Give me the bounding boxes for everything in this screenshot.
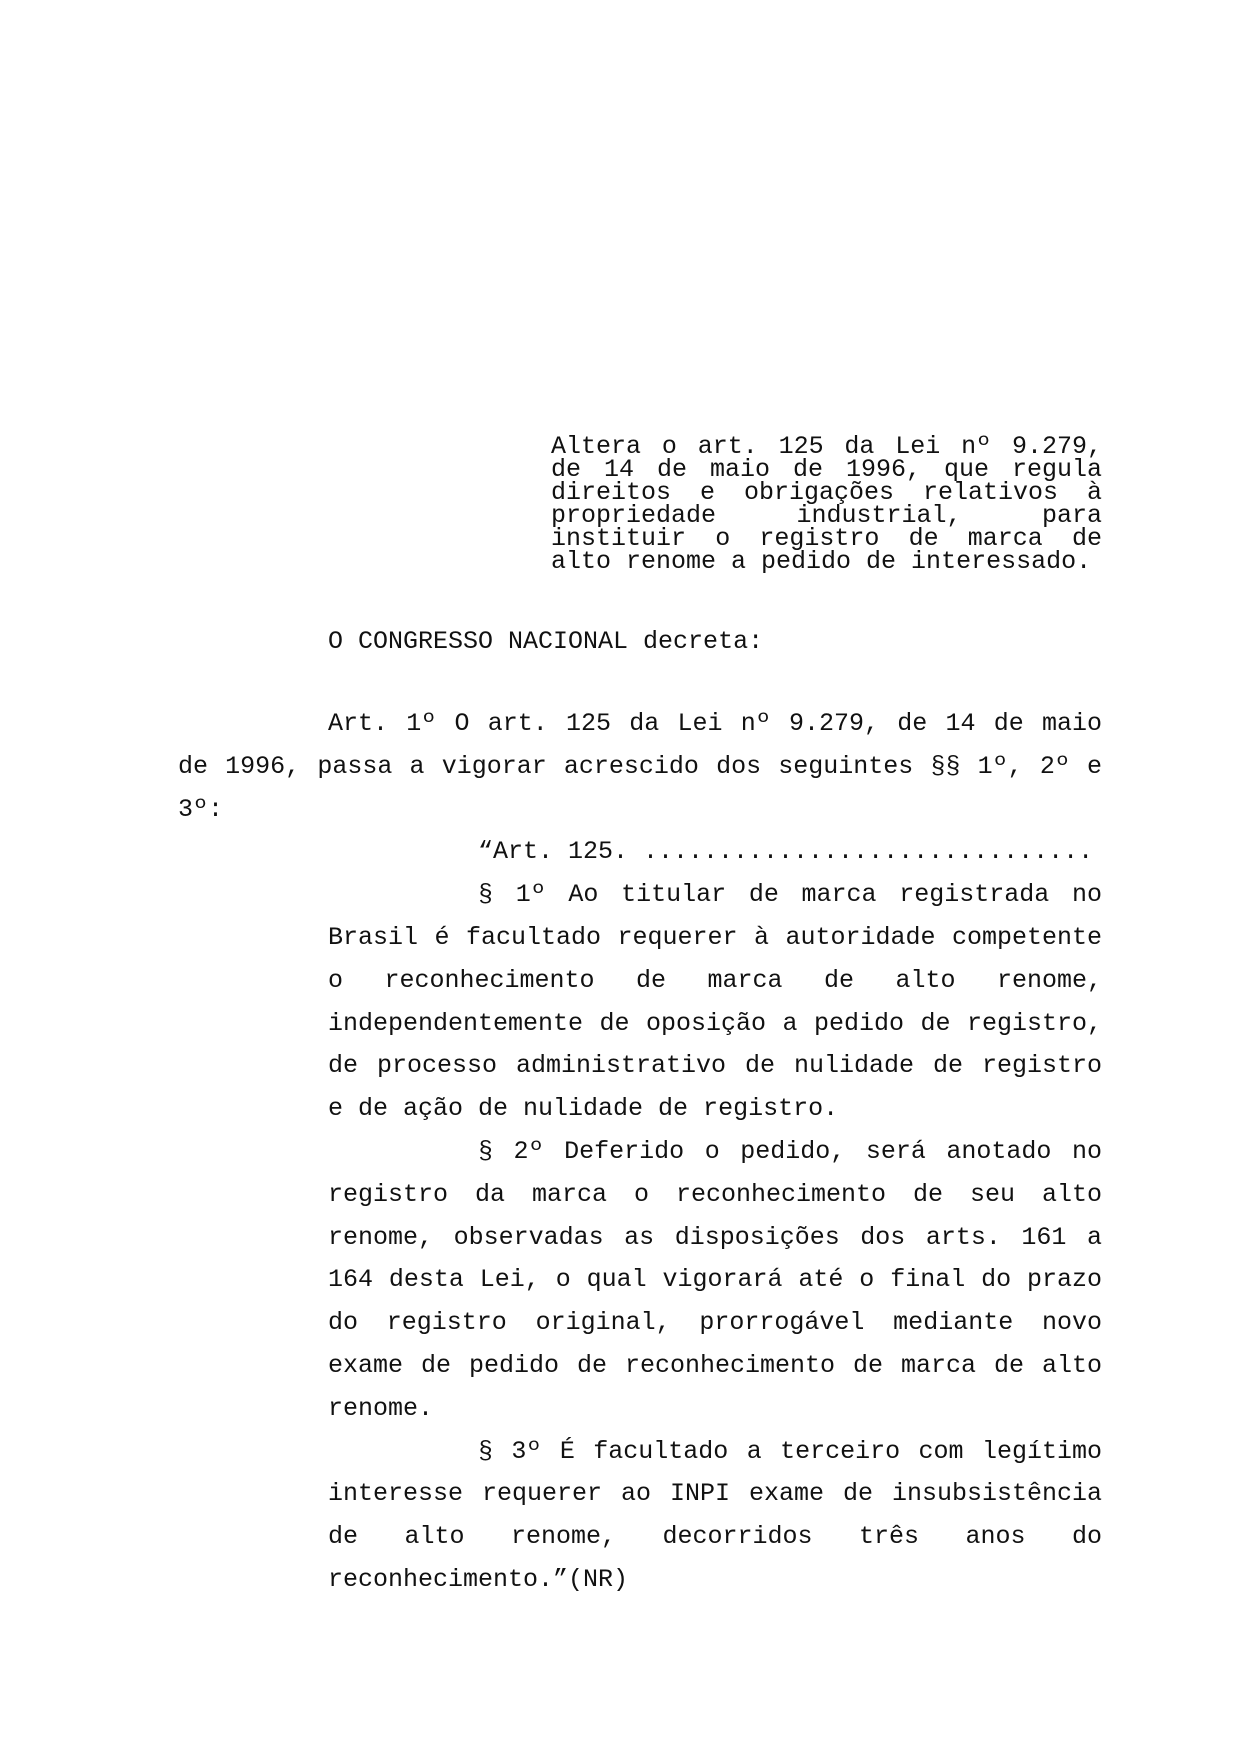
ementa-line: alto renome a pedido de interessado. [551,547,1092,577]
ementa-line: direitos e obrigações relativos à [551,478,1102,508]
article-1 [178,703,1102,831]
paragraph-1 [328,874,1102,1131]
ementa-line: Altera o art. 125 da Lei nº 9.279, [551,432,1102,462]
paragraph-2-line: 164 desta Lei, o qual vigorará até o final do prazo [328,1265,1102,1295]
quoted-provision [328,831,1102,1601]
paragraph-2 [328,1131,1102,1431]
paragraph-2-line: exame de pedido de reconhecimento de marca de alto [328,1350,1102,1380]
ementa-line: instituir o registro de marca de [551,524,1102,554]
paragraph-3-line: § 3º É facultado a terceiro com legítimo [478,1436,1102,1466]
paragraph-1-line: de processo administrativo de nulidade de registro [328,1051,1102,1081]
paragraph-3-line: interesse requerer ao INPI exame de insubsistência [328,1479,1102,1509]
paragraph-1-line: independentemente de oposição a pedido de registro, [328,1008,1102,1038]
paragraph-1-line: Brasil é facultado requerer à autoridade competente [328,922,1102,952]
preamble-block [178,621,1102,664]
ementa-block [551,432,1102,577]
bill-body [178,703,1102,1602]
preamble-text: O CONGRESSO NACIONAL decreta: [328,626,764,656]
ementa-line: propriedade industrial, para [551,501,1102,531]
article-1-line: Art. 1º O art. 125 da Lei nº 9.279, de 14 de maio [328,709,1102,738]
paragraph-3-line: de alto renome, decorridos três anos do [328,1522,1102,1552]
paragraph-2-line: § 2º Deferido o pedido, será anotado no [478,1136,1102,1166]
paragraph-3-line: reconhecimento.”(NR) [328,1564,629,1594]
art-125-caput: “Art. 125. .............................. [478,837,1094,867]
article-1-line: 3º: [178,794,224,824]
paragraph-1-line: o reconhecimento de marca de alto renome, [328,965,1102,995]
ementa-line: de 14 de maio de 1996, que regula [551,455,1102,485]
article-1-line: de 1996, passa a vigorar acrescido dos seguintes §§ 1º, 2º e [178,751,1102,781]
paragraph-1-line: e de ação de nulidade de registro. [328,1094,839,1124]
paragraph-2-line: registro da marca o reconhecimento de seu alto [328,1179,1102,1209]
paragraph-1-line: § 1º Ao titular de marca registrada no [478,880,1102,910]
paragraph-2-line: renome. [328,1393,434,1423]
paragraph-2-line: do registro original, prorrogável mediante novo [328,1308,1102,1338]
paragraph-2-line: renome, observadas as disposições dos arts. 161 a [328,1222,1102,1252]
paragraph-3 [328,1431,1102,1602]
